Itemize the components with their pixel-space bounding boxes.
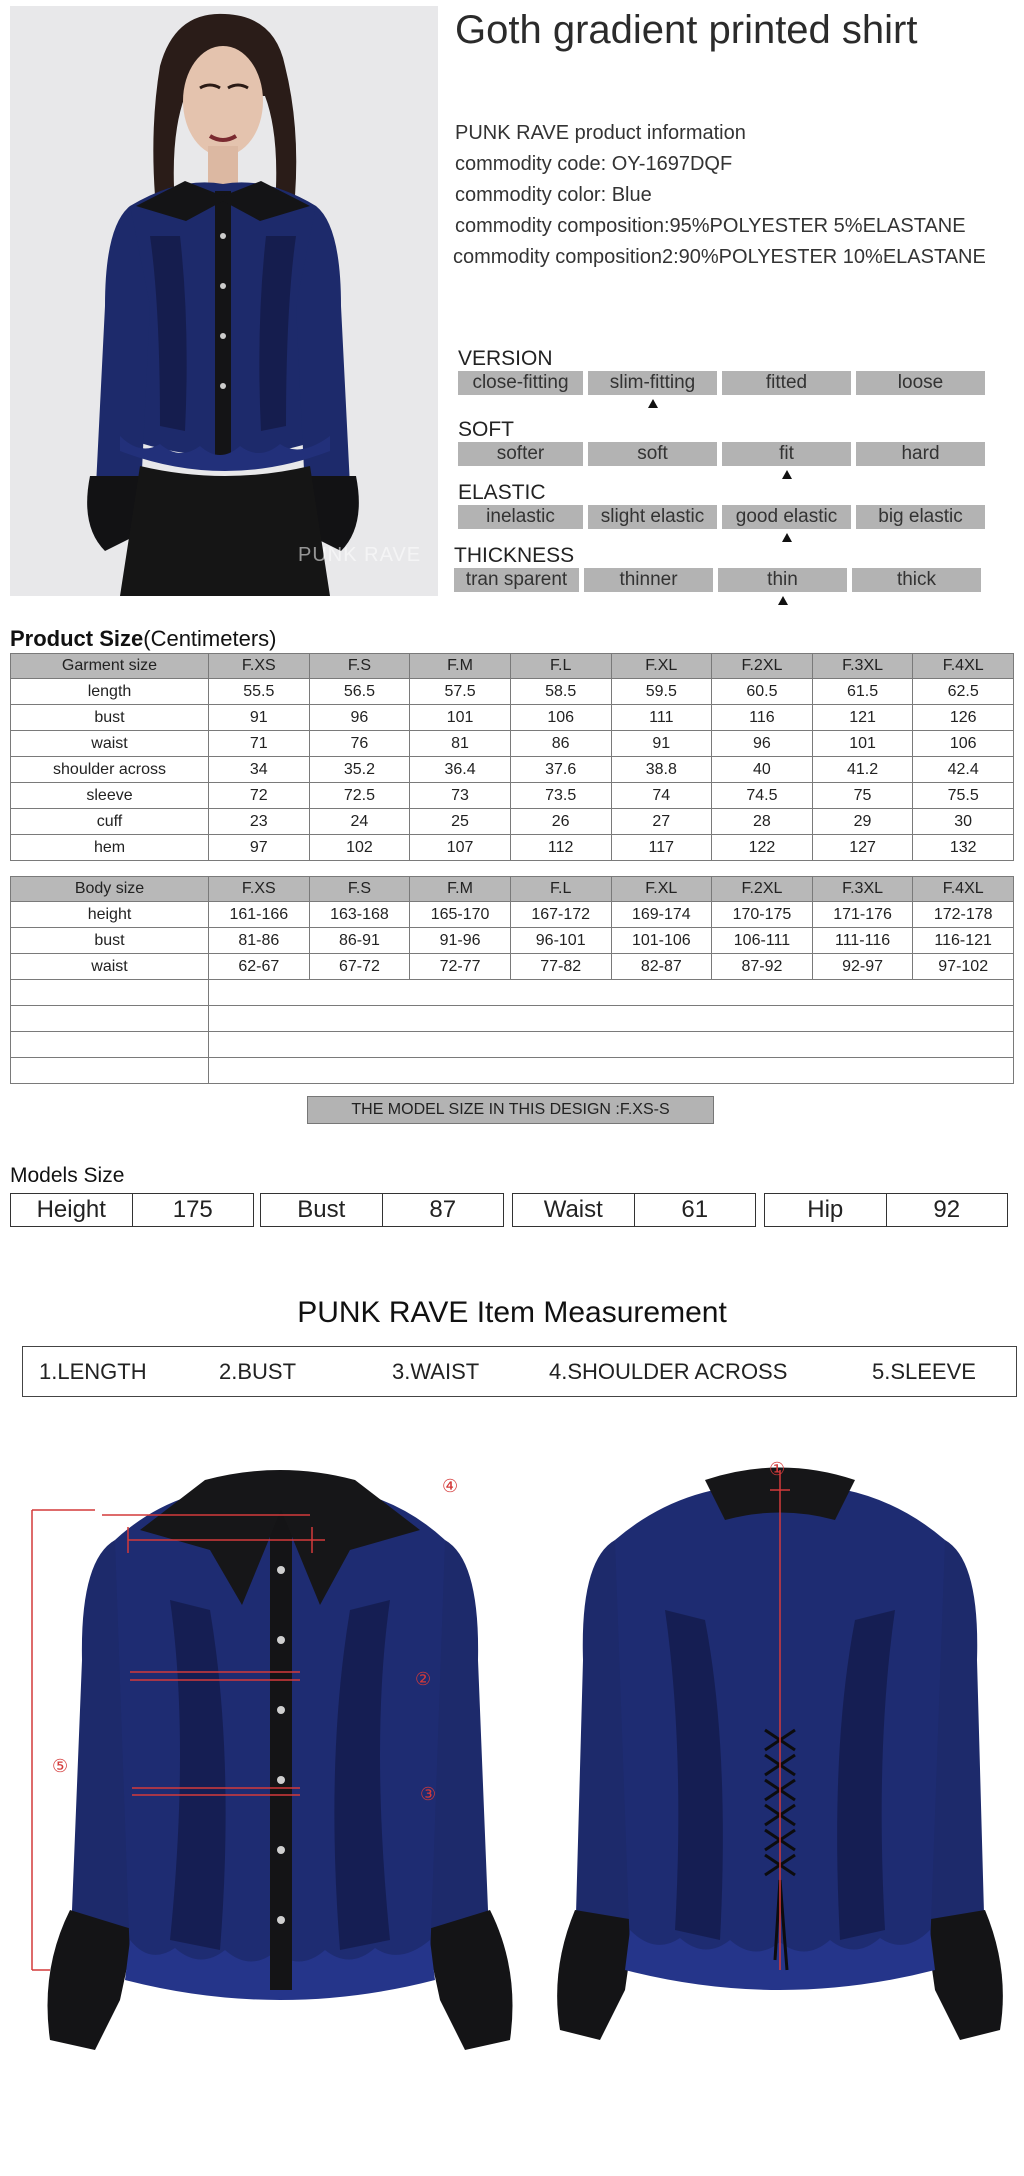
scale-option: big elastic (856, 505, 985, 529)
model-photo-illustration (10, 6, 438, 596)
table-cell: 126 (913, 705, 1014, 731)
row-label: waist (11, 954, 209, 980)
scale-option: thinner (584, 568, 713, 592)
table-cell: 67-72 (309, 954, 410, 980)
table-cell: 74.5 (712, 783, 813, 809)
row-label: hem (11, 835, 209, 861)
empty-cell (11, 1058, 209, 1084)
row-label: cuff (11, 809, 209, 835)
table-cell: 24 (309, 809, 410, 835)
table-cell: 75.5 (913, 783, 1014, 809)
empty-cell (209, 980, 1014, 1006)
table-cell: 165-170 (410, 902, 511, 928)
row-label: length (11, 679, 209, 705)
table-cell: 97-102 (913, 954, 1014, 980)
table-cell: 121 (812, 705, 913, 731)
table-cell: 72-77 (410, 954, 511, 980)
table-cell: 97 (209, 835, 310, 861)
table-cell: 26 (510, 809, 611, 835)
garment-header-cell: F.L (510, 654, 611, 679)
table-cell: 86 (510, 731, 611, 757)
table-cell: 40 (712, 757, 813, 783)
row-label: sleeve (11, 783, 209, 809)
row-label: shoulder across (11, 757, 209, 783)
empty-cell (11, 1032, 209, 1058)
table-cell: 116-121 (913, 928, 1014, 954)
table-cell: 55.5 (209, 679, 310, 705)
table-cell: 57.5 (410, 679, 511, 705)
table-cell: 72 (209, 783, 310, 809)
marker-4: ④ (442, 1476, 459, 1497)
product-size-title-bold: Product Size (10, 626, 144, 651)
shirt-back-diagram (545, 1450, 1015, 2070)
row-label: waist (11, 731, 209, 757)
table-cell: 91 (209, 705, 310, 731)
table-cell: 101 (410, 705, 511, 731)
measurement-legend (22, 1346, 1017, 1397)
table-cell: 77-82 (510, 954, 611, 980)
table-cell: 59.5 (611, 679, 712, 705)
table-cell: 132 (913, 835, 1014, 861)
table-cell: 35.2 (309, 757, 410, 783)
table-cell: 86-91 (309, 928, 410, 954)
model-measure-value: 92 (933, 1196, 961, 1223)
table-cell: 76 (309, 731, 410, 757)
table-cell: 167-172 (510, 902, 611, 928)
model-measure-label: Waist (513, 1194, 635, 1226)
table-cell: 91 (611, 731, 712, 757)
table-cell: 163-168 (309, 902, 410, 928)
product-size-title (10, 626, 277, 652)
table-row (11, 757, 1014, 783)
garment-header-cell: F.XL (611, 654, 712, 679)
model-measure-waist (512, 1193, 756, 1227)
garment-size-table (10, 653, 1014, 861)
body-header-cell: F.4XL (913, 877, 1014, 902)
model-measure-value: 61 (681, 1196, 709, 1223)
table-cell: 73 (410, 783, 511, 809)
empty-table-row (11, 1032, 1014, 1058)
table-row (11, 679, 1014, 705)
marker-5: ⑤ (52, 1756, 69, 1777)
measure-bust: 2.BUST (219, 1359, 297, 1384)
table-cell: 96-101 (510, 928, 611, 954)
empty-cell (11, 980, 209, 1006)
empty-cell (11, 1006, 209, 1032)
table-cell: 23 (209, 809, 310, 835)
table-cell: 106-111 (712, 928, 813, 954)
table-cell: 92-97 (812, 954, 913, 980)
scale-option: slight elastic (588, 505, 717, 529)
garment-header-row (11, 654, 1014, 679)
table-cell: 29 (812, 809, 913, 835)
product-title: Goth gradient printed shirt (455, 8, 918, 52)
table-cell: 171-176 (812, 902, 913, 928)
table-row (11, 809, 1014, 835)
measure-sleeve: 5.SLEEVE (872, 1359, 976, 1384)
empty-cell (209, 1058, 1014, 1084)
table-cell: 106 (913, 731, 1014, 757)
model-measure-hip (764, 1193, 1008, 1227)
table-cell: 38.8 (611, 757, 712, 783)
body-header-row (11, 877, 1014, 902)
body-header-cell: F.3XL (812, 877, 913, 902)
scale-selected-marker-icon (782, 470, 792, 479)
scale-title-version: VERSION (458, 347, 553, 370)
scale-selected-marker-icon (782, 533, 792, 542)
row-label: bust (11, 928, 209, 954)
table-cell: 116 (712, 705, 813, 731)
table-row (11, 928, 1014, 954)
model-measure-bust (260, 1193, 504, 1227)
marker-1: ① (769, 1459, 786, 1480)
table-cell: 172-178 (913, 902, 1014, 928)
scale-option: fitted (722, 371, 851, 395)
commodity-composition-2: commodity composition2:90%POLYESTER 10%ELASTANE (453, 246, 986, 268)
table-cell: 61.5 (812, 679, 913, 705)
empty-table-row (11, 1006, 1014, 1032)
row-label: height (11, 902, 209, 928)
commodity-composition: commodity composition:95%POLYESTER 5%ELASTANE (455, 215, 966, 237)
table-cell: 27 (611, 809, 712, 835)
table-cell: 169-174 (611, 902, 712, 928)
table-row (11, 731, 1014, 757)
watermark-text: PUNK RAVE (298, 544, 422, 566)
table-row (11, 835, 1014, 861)
scale-option: soft (588, 442, 717, 466)
scale-title-soft: SOFT (458, 418, 514, 441)
garment-header-cell: F.S (309, 654, 410, 679)
body-header-cell: F.XS (209, 877, 310, 902)
table-cell: 102 (309, 835, 410, 861)
models-size-title: Models Size (10, 1164, 125, 1187)
table-cell: 36.4 (410, 757, 511, 783)
scale-option: inelastic (458, 505, 583, 529)
table-cell: 96 (712, 731, 813, 757)
table-row (11, 954, 1014, 980)
scale-option: loose (856, 371, 985, 395)
model-size-note: THE MODEL SIZE IN THIS DESIGN :F.XS-S (307, 1096, 714, 1124)
table-cell: 117 (611, 835, 712, 861)
scale-option: fit (722, 442, 851, 466)
empty-cell (209, 1032, 1014, 1058)
table-cell: 82-87 (611, 954, 712, 980)
table-cell: 106 (510, 705, 611, 731)
garment-header-cell: F.XS (209, 654, 310, 679)
model-measure-label: Bust (261, 1194, 383, 1226)
table-cell: 107 (410, 835, 511, 861)
product-photo (10, 6, 438, 596)
table-cell: 170-175 (712, 902, 813, 928)
body-header-cell: F.2XL (712, 877, 813, 902)
table-cell: 73.5 (510, 783, 611, 809)
marker-2: ② (415, 1669, 432, 1690)
scale-title-thickness: THICKNESS (454, 544, 575, 567)
body-header-cell: Body size (11, 877, 209, 902)
table-cell: 34 (209, 757, 310, 783)
empty-table-row (11, 980, 1014, 1006)
model-measure-height (10, 1193, 254, 1227)
table-row (11, 783, 1014, 809)
table-cell: 91-96 (410, 928, 511, 954)
model-measure-label: Hip (765, 1194, 887, 1226)
row-label: bust (11, 705, 209, 731)
body-size-table (10, 876, 1014, 1084)
scale-selected-marker-icon (778, 596, 788, 605)
table-cell: 37.6 (510, 757, 611, 783)
table-cell: 96 (309, 705, 410, 731)
model-measure-value: 87 (429, 1196, 457, 1223)
scale-option: hard (856, 442, 985, 466)
scale-selected-marker-icon (648, 399, 658, 408)
table-cell: 161-166 (209, 902, 310, 928)
table-cell: 101 (812, 731, 913, 757)
table-row (11, 902, 1014, 928)
brand-line: PUNK RAVE product information (455, 122, 746, 144)
table-cell: 58.5 (510, 679, 611, 705)
table-cell: 122 (712, 835, 813, 861)
measure-shoulder-across: 4.SHOULDER ACROSS (549, 1359, 788, 1384)
table-cell: 71 (209, 731, 310, 757)
table-cell: 30 (913, 809, 1014, 835)
table-cell: 25 (410, 809, 511, 835)
body-header-cell: F.M (410, 877, 511, 902)
measure-length: 1.LENGTH (39, 1359, 147, 1384)
garment-header-cell: Garment size (11, 654, 209, 679)
model-measure-label: Height (11, 1194, 133, 1226)
table-cell: 81-86 (209, 928, 310, 954)
table-cell: 42.4 (913, 757, 1014, 783)
measure-waist: 3.WAIST (392, 1359, 480, 1384)
color-label: commodity color: (455, 184, 607, 206)
table-cell: 74 (611, 783, 712, 809)
table-cell: 56.5 (309, 679, 410, 705)
color-value: Blue (611, 184, 652, 206)
empty-table-row (11, 1058, 1014, 1084)
table-cell: 60.5 (712, 679, 813, 705)
commodity-code (455, 149, 986, 180)
empty-cell (209, 1006, 1014, 1032)
garment-header-cell: F.M (410, 654, 511, 679)
body-header-cell: F.S (309, 877, 410, 902)
table-cell: 112 (510, 835, 611, 861)
table-cell: 41.2 (812, 757, 913, 783)
garment-header-cell: F.3XL (812, 654, 913, 679)
table-cell: 28 (712, 809, 813, 835)
table-cell: 127 (812, 835, 913, 861)
commodity-color (455, 180, 986, 211)
product-info (455, 118, 986, 273)
marker-3: ③ (420, 1784, 437, 1805)
garment-header-cell: F.4XL (913, 654, 1014, 679)
table-cell: 72.5 (309, 783, 410, 809)
scale-option: slim-fitting (588, 371, 717, 395)
scale-option: close-fitting (458, 371, 583, 395)
table-cell: 62-67 (209, 954, 310, 980)
model-measure-value: 175 (172, 1196, 213, 1223)
body-header-cell: F.XL (611, 877, 712, 902)
scale-option: good elastic (722, 505, 851, 529)
table-cell: 101-106 (611, 928, 712, 954)
scale-option: thick (852, 568, 981, 592)
garment-header-cell: F.2XL (712, 654, 813, 679)
product-size-unit: (Centimeters) (143, 626, 277, 651)
body-header-cell: F.L (510, 877, 611, 902)
table-cell: 111-116 (812, 928, 913, 954)
table-row (11, 705, 1014, 731)
code-value: OY-1697DQF (611, 153, 733, 175)
code-label: commodity code: (455, 153, 607, 175)
table-cell: 87-92 (712, 954, 813, 980)
scale-title-elastic: ELASTIC (458, 481, 546, 504)
table-cell: 75 (812, 783, 913, 809)
scale-option: softer (458, 442, 583, 466)
shirt-front-diagram (20, 1440, 540, 2080)
measurement-title: PUNK RAVE Item Measurement (297, 1296, 727, 1329)
table-cell: 111 (611, 705, 712, 731)
scale-option: thin (718, 568, 847, 592)
scale-option: tran sparent (454, 568, 579, 592)
table-cell: 62.5 (913, 679, 1014, 705)
table-cell: 81 (410, 731, 511, 757)
